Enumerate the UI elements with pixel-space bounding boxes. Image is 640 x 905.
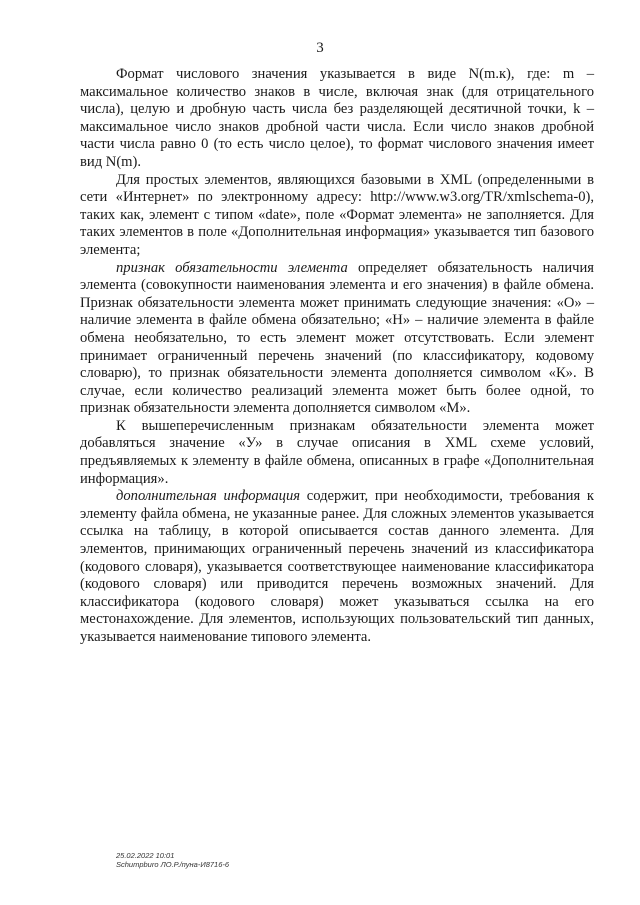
paragraph-text: К вышеперечисленным признакам обязательности элемента может добавляться значение «У» в случае описания в XML схеме условий, предъявляемых к элементу в файле обмена, описанных в графе «Дополнительная информация». — [80, 417, 594, 487]
paragraph-mandatory-flag — [80, 260, 594, 418]
term-mandatory-flag: признак обязательности элемента — [116, 259, 348, 276]
paragraph-text: определяет обязательность наличия элемента (совокупности наименования элемента и его значения) в файле обмена. Признак обязательности элемента может принимать следующие значения: «О» – наличие элемента в файле обмена обязательно; «Н» – наличие элемента в файле обмена необязательно, то есть элемент может отсутствовать. Если элемент принимает ограниченный перечень значений (по классификатору, кодовому словарю), то признак обязательности элемента дополняется символом «К». В случае, если количество реализаций элемента может быть более одной, то признак обязательности элемента дополняется символом «М». — [80, 259, 594, 417]
document-footer — [116, 851, 229, 869]
paragraph-simple-elements — [80, 172, 594, 260]
page-number: 3 — [316, 40, 324, 56]
footer-path: Schumpburo ЛО.Р./пуна-И8716-6 — [116, 860, 230, 869]
paragraph-text: Для простых элементов, являющихся базовыми в XML (определенными в сети «Интернет» по электронному адресу: http://www.w3.org/TR/xmlschema-0), таких как, элемент с типом «date», поле «Формат элемента» не заполняется. Для таких элементов в поле «Дополнительная информация» указывается тип базового элемента; — [80, 171, 594, 258]
paragraph-conditional-flag — [80, 418, 594, 488]
term-additional-info: дополнительная информация — [116, 488, 301, 505]
paragraph-additional-info — [80, 488, 594, 646]
paragraph-number-format — [80, 66, 594, 172]
paragraph-text: Формат числового значения указывается в виде N(m.к), где: m – максимальное количество знаков в числе, включая знак (для отрицательного числа), целую и дробную часть числа без разделяющей десятичной точки, k – максимальное число знаков дробной части числа. Если число знаков дробной части числа равно 0 (то есть число целое), то формат числового значения имеет вид N(m). — [80, 66, 594, 170]
document-body — [80, 66, 594, 647]
paragraph-text: содержит, при необходимости, требования к элементу файла обмена, не указанные ранее. Для сложных элементов указывается ссылка на таблицу, в которой описывается состав данного элемента. Для элементов, принимающих ограниченный перечень значений из классификатора (кодового словаря), указывается соответствующее наименование классификатора (кодового словаря) или приводится перечень возможных значений. Для классификатора (кодового словаря) может указываться ссылка на его местонахождение. Для элементов, использующих пользовательский тип данных, указывается наименование типового элемента. — [80, 488, 594, 645]
footer-timestamp: 25.02.2022 10:01 — [116, 851, 175, 860]
